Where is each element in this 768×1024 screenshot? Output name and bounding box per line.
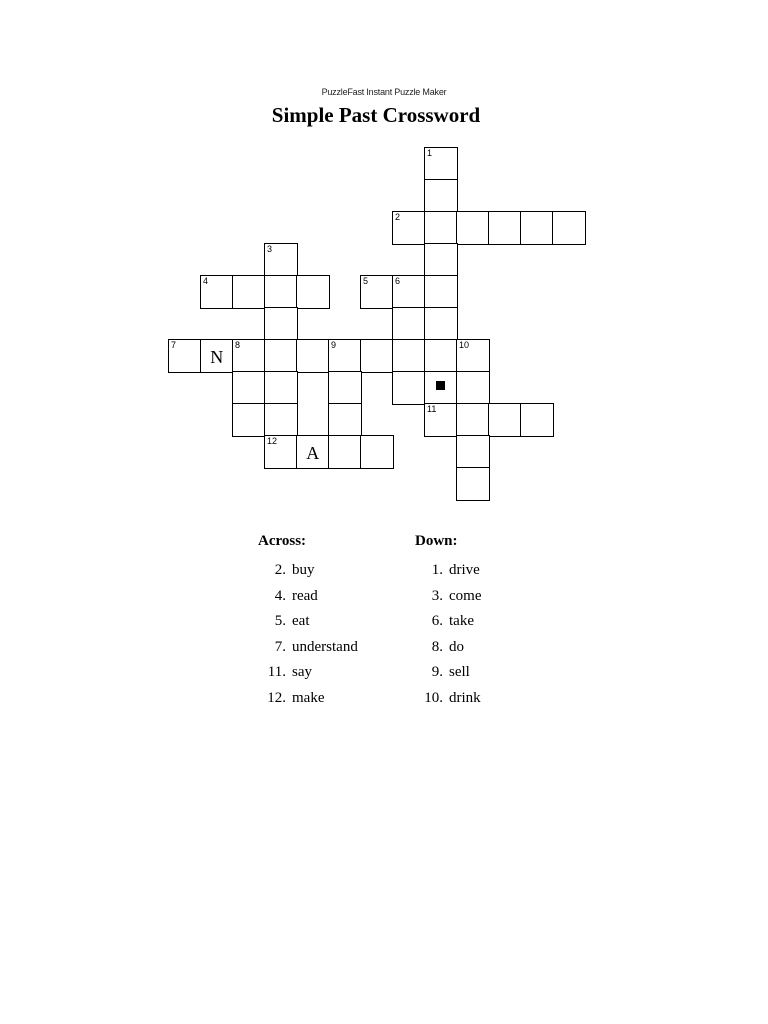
grid-cell[interactable] [264,339,298,373]
grid-cell[interactable] [232,371,266,405]
clue-index: 5. [274,613,286,629]
clue-number: 3 [267,244,273,254]
clue-number: 8 [235,340,241,350]
clue-index: 1. [431,562,443,578]
black-square-marker [436,381,445,390]
grid-cell[interactable] [552,211,586,245]
grid-cell[interactable] [392,307,426,341]
clue-index: 9. [431,664,443,680]
clue-word: take [449,613,474,629]
clue-word: sell [449,664,470,680]
clue-number: 1 [427,148,433,158]
grid-cell[interactable] [296,435,330,469]
clue-index: 2. [274,562,286,578]
down-clue [415,558,481,584]
clue-word: buy [292,562,315,578]
cell-letter: A [306,443,320,463]
clue-word: drive [449,562,480,578]
clue-number: 9 [331,340,337,350]
clue-index: 8. [431,638,443,655]
grid-cell[interactable] [328,339,362,373]
down-clue [415,635,481,661]
grid-cell[interactable] [360,435,394,469]
puzzle-title: Simple Past Crossword [271,103,481,127]
grid-cell[interactable] [392,211,426,245]
clue-index: 12. [267,689,286,706]
grid-cell[interactable] [456,467,490,501]
grid-cell[interactable] [456,211,490,245]
clue-word: make [292,689,325,706]
grid-cell[interactable] [328,371,362,405]
grid-cell[interactable] [264,371,298,405]
clue-index: 3. [431,587,443,604]
clue-number: 5 [363,276,369,286]
down-clue [415,660,481,686]
down-clue [415,609,481,635]
clue-number: 2 [395,212,401,222]
grid-cell[interactable] [264,243,298,277]
grid-cell[interactable] [360,339,394,373]
grid-cell[interactable] [232,275,266,309]
cell-letter: N [210,347,224,367]
grid-cell[interactable] [456,403,490,437]
down-heading: Down: [415,533,458,549]
clue-word: do [449,638,464,655]
grid-cell[interactable] [168,339,202,373]
clue-word: read [292,587,318,604]
across-clue [258,686,358,712]
grid-cell[interactable] [392,371,426,405]
clue-word: understand [292,638,358,655]
grid-cell[interactable] [424,307,458,341]
clue-index: 7. [274,638,286,655]
across-clue [258,558,358,584]
grid-cell[interactable] [200,275,234,309]
clue-word: say [292,664,312,680]
clue-number: 12 [267,436,278,446]
grid-cell[interactable] [424,403,458,437]
clue-number: 4 [203,276,209,286]
grid-cell[interactable] [360,275,394,309]
clue-index: 6. [431,613,443,629]
clue-number: 6 [395,276,401,286]
grid-cell[interactable] [424,243,458,277]
grid-cell[interactable] [328,435,362,469]
across-clue [258,660,358,686]
across-clues [258,530,358,711]
grid-cell[interactable] [424,211,458,245]
clue-index: 10. [424,689,443,706]
across-clue [258,584,358,610]
puzzle-maker-label: PuzzleFast Instant Puzzle Maker [321,87,447,97]
clue-number: 11 [427,404,437,414]
across-heading: Across: [258,533,307,549]
grid-cell[interactable] [424,147,458,181]
clue-word: drink [449,689,481,706]
grid-cell[interactable] [424,339,458,373]
clue-word: come [449,587,482,604]
grid-cell[interactable] [296,275,330,309]
grid-cell[interactable] [232,403,266,437]
grid-cell[interactable] [424,275,458,309]
grid-cell[interactable] [424,179,458,213]
grid-cell[interactable] [296,339,330,373]
grid-cell[interactable] [264,275,298,309]
grid-cell[interactable] [456,435,490,469]
across-clue-list [258,558,358,711]
grid-cell[interactable] [392,339,426,373]
down-clue-list [415,558,481,711]
across-clue [258,609,358,635]
grid-cell[interactable] [488,211,522,245]
clue-index: 11. [267,664,286,680]
grid-cell[interactable] [328,403,362,437]
down-clue [415,584,481,610]
grid-cell[interactable] [200,339,234,373]
grid-cell[interactable] [264,403,298,437]
grid-cell[interactable] [488,403,522,437]
grid-cell[interactable] [264,435,298,469]
grid-cell[interactable] [232,339,266,373]
grid-cell[interactable] [456,339,490,373]
clue-number: 7 [171,340,177,350]
grid-cell[interactable] [520,403,554,437]
grid-cell[interactable] [264,307,298,341]
down-clue [415,686,481,712]
grid-cell[interactable] [392,275,426,309]
clue-index: 4. [274,587,286,604]
grid-cell[interactable] [456,371,490,405]
clue-word: eat [292,613,310,629]
grid-cell[interactable] [424,371,458,405]
grid-cell[interactable] [520,211,554,245]
clue-number: 10 [459,340,470,350]
across-clue [258,635,358,661]
down-clues [415,530,481,711]
